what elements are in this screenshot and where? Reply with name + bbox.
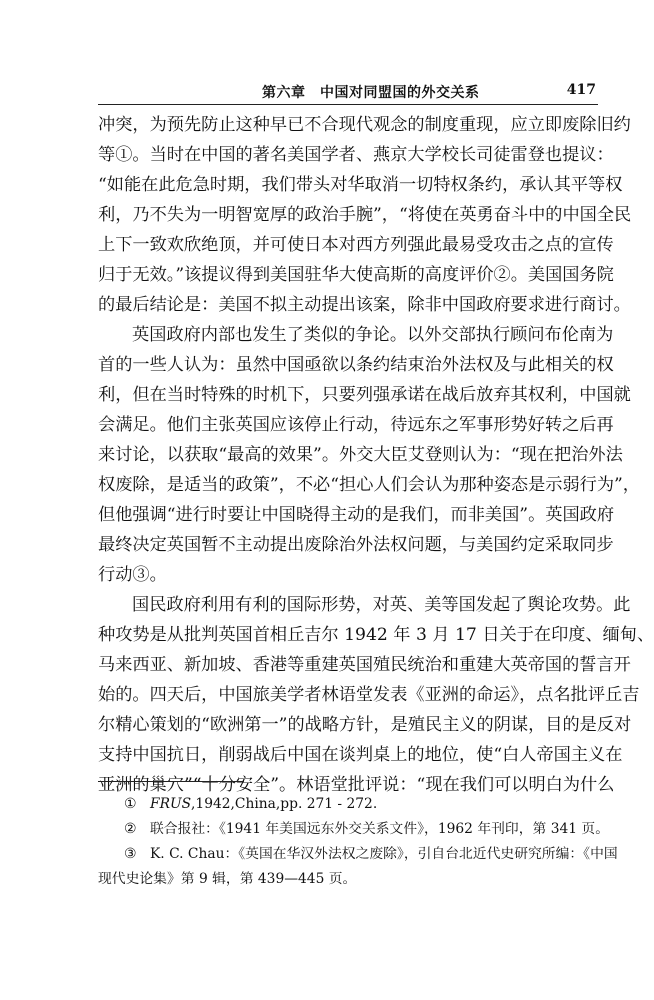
footnote-1 [98,792,598,817]
running-header [0,82,644,104]
body-line: “如能在此危急时期，我们带头对华取消一切特权条约，承认其平等权 [98,175,623,195]
footnote-text: 现代史论集》第 9 辑，第 439—445 页。 [98,871,357,887]
body-line: 冲突，为预先防止这种早已不合现代观念的制度重现，应立即废除旧约 [98,115,631,135]
body-text [98,110,654,800]
page-number: 417 [566,82,596,98]
footnote-text: ,1942,China,pp. 271 - 272. [191,796,378,812]
body-line: 的最后结论是：美国不拟主动提出该案，除非中国政府要求进行商讨。 [98,295,631,315]
body-line: 归于无效。”该提议得到美国驻华大使高斯的高度评价②。美国国务院 [98,265,614,285]
body-line: 支持中国抗日，削弱战后中国在谈判桌上的地位，使“白人帝国主义在 [98,745,623,765]
chapter-title: 第六章 中国对同盟国的外交关系 [262,85,480,101]
footnote-3 [98,842,618,867]
footnotes [98,792,618,892]
footnote-3-continued [98,867,598,892]
footnote-marker: ① [124,796,137,812]
body-line: 利，乃不失为一明智宽厚的政治手腕”，“将使在英勇奋斗中的中国全民 [98,205,632,225]
body-line: 来讨论，以获取“最高的效果”。外交大臣艾登则认为：“现在把治外法 [98,445,623,465]
body-line: 行动③。 [98,565,167,585]
footnote-text: 联合报社：《1941 年美国远东外交关系文件》，1962 年刊印，第 341 页。 [150,821,610,837]
body-line: 首的一些人认为：虽然中国亟欲以条约结束治外法权及与此相关的权 [98,355,614,375]
body-line: 等①。当时在中国的著名美国学者、燕京大学校长司徒雷登也提议： [98,145,614,165]
body-line: 始的。四天后，中国旅美学者林语堂发表《亚洲的命运》，点名批评丘吉 [98,685,640,705]
body-line: 上下一致欢欣绝顶，并可使日本对西方列强此最易受攻击之点的宣传 [98,235,614,255]
body-line: 种攻势是从批判英国首相丘吉尔 1942 年 3 月 17 日关于在印度、缅甸、 [98,625,654,645]
body-line: 利，但在当时特殊的时机下，只要列强承诺在战后放弃其权利，中国就 [98,385,631,405]
body-line: 尔精心策划的“欧洲第一”的战略方针，是殖民主义的阴谋，目的是反对 [98,715,632,735]
footnote-text: K. C. Chau：《英国在华汉外法权之废除》，引自台北近代史研究所编：《中国 [150,846,618,862]
footnote-2 [98,817,610,842]
header-rule [98,104,598,105]
body-line: 马来西亚、新加坡、香港等重建英国殖民统治和重建大英帝国的誓言开 [98,655,631,675]
body-line: 亚洲的巢穴”“十分安全”。林语堂批评说：“现在我们可以明白为什么 [98,775,615,795]
footnote-marker: ② [124,821,137,837]
body-line: 会满足。他们主张英国应该停止行动，待远东之军事形势好转之后再 [98,415,614,435]
footnote-marker: ③ [124,846,137,862]
body-line: 但他强调“进行时要让中国晓得主动的是我们，而非美国”。英国政府 [98,505,615,525]
footnote-title: FRUS [150,796,192,812]
body-line: 最终决定英国暂不主动提出废除治外法权问题，与美国约定采取同步 [98,535,614,555]
body-line: 英国政府内部也发生了类似的争论。以外交部执行顾问布伦南为 [132,325,614,345]
footnote-rule [98,781,244,782]
body-line: 国民政府利用有利的国际形势，对英、美等国发起了舆论攻势。此 [132,595,631,615]
body-line: 权废除，是适当的政策”，不必“担心人们会认为那种姿态是示弱行为”， [98,475,640,495]
